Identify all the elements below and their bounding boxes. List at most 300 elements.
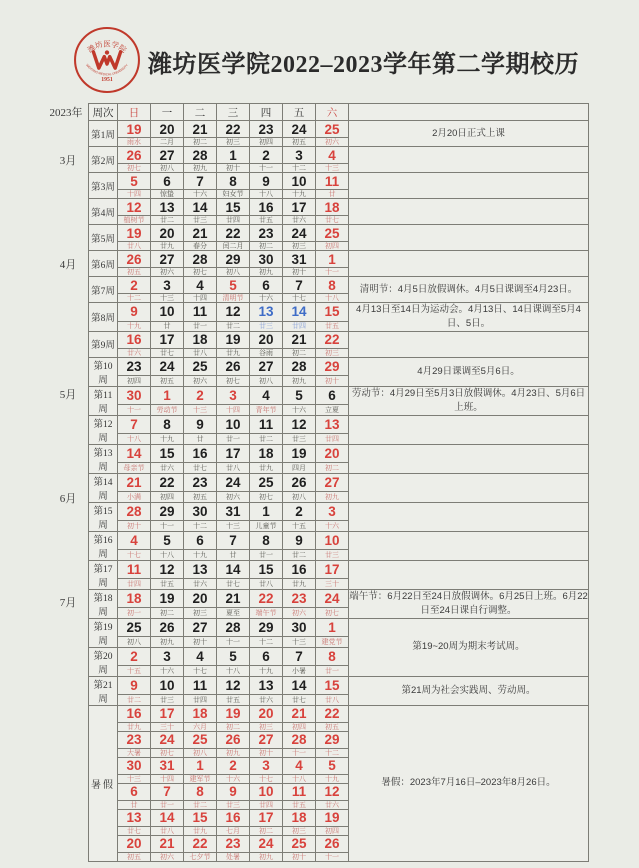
lunar-label: 廿九	[184, 826, 217, 835]
date-cell: 2	[118, 277, 151, 294]
note-cell	[349, 502, 589, 531]
note-cell: 第19~20周为期末考试周。	[349, 618, 589, 676]
lunar-label: 廿九	[250, 463, 283, 473]
date-cell: 5	[217, 277, 250, 294]
lunar-label: 廿六	[250, 695, 283, 705]
lunar-label: 廿五	[250, 216, 283, 225]
date-cell: 19	[217, 331, 250, 348]
date-cell: 25	[316, 225, 349, 242]
week-label: 第5周	[89, 225, 118, 251]
date-cell: 4	[184, 277, 217, 294]
lunar-label: 十一	[283, 748, 316, 757]
lunar-label: 十七	[283, 294, 316, 303]
date-cell: 27	[151, 147, 184, 164]
date-cell: 8	[316, 277, 349, 294]
lunar-label: 十九	[316, 774, 349, 783]
date-number-row	[89, 386, 589, 405]
lunar-label: 十八	[283, 774, 316, 783]
lunar-label: 廿四	[184, 695, 217, 705]
day-header-六: 六	[316, 104, 349, 121]
lunar-label: 廿四	[250, 800, 283, 809]
date-cell: 1	[316, 251, 349, 268]
notes-col-header	[349, 104, 589, 121]
date-cell: 18	[118, 589, 151, 608]
date-cell: 29	[316, 731, 349, 748]
date-cell: 8	[184, 783, 217, 800]
lunar-label: 二月	[151, 138, 184, 147]
date-cell: 26	[151, 618, 184, 637]
date-cell: 16	[118, 331, 151, 348]
date-cell: 7	[283, 647, 316, 666]
year-label: 2023年	[49, 107, 83, 119]
date-cell: 9	[217, 783, 250, 800]
lunar-label: 廿	[184, 434, 217, 444]
date-cell: 23	[250, 121, 283, 138]
note-cell: 4月13日至14日为运动会。4月13日、14日课调至5月4日、5日。	[349, 303, 589, 332]
date-number-row	[89, 502, 589, 521]
lunar-label: 初七	[316, 608, 349, 618]
date-cell: 10	[217, 415, 250, 434]
lunar-label: 儿童节	[250, 521, 283, 531]
date-cell: 23	[283, 589, 316, 608]
lunar-label: 三十	[316, 579, 349, 589]
date-cell: 24	[217, 473, 250, 492]
lunar-label: 廿六	[184, 579, 217, 589]
date-cell: 27	[151, 251, 184, 268]
date-number-row	[89, 705, 589, 722]
date-cell: 14	[283, 676, 316, 695]
lunar-label: 廿四	[118, 579, 151, 589]
date-cell: 18	[316, 199, 349, 216]
lunar-label: 母亲节	[118, 463, 151, 473]
lunar-label: 廿五	[283, 800, 316, 809]
lunar-label: 初九	[151, 637, 184, 647]
lunar-label: 十一	[250, 164, 283, 173]
date-cell: 15	[250, 560, 283, 579]
lunar-label: 廿七	[316, 216, 349, 225]
date-cell: 10	[151, 676, 184, 695]
lunar-label: 廿二	[217, 321, 250, 331]
date-cell: 20	[250, 331, 283, 348]
date-number-row	[89, 303, 589, 322]
date-cell: 10	[151, 303, 184, 322]
date-cell: 22	[217, 121, 250, 138]
note-cell	[349, 199, 589, 225]
date-cell: 3	[250, 757, 283, 774]
lunar-label: 廿四	[316, 434, 349, 444]
note-cell	[349, 147, 589, 173]
lunar-label: 初六	[217, 492, 250, 502]
lunar-label: 廿六	[151, 463, 184, 473]
lunar-label: 十二	[283, 164, 316, 173]
date-cell: 25	[184, 731, 217, 748]
lunar-label: 十三	[316, 164, 349, 173]
date-cell: 24	[283, 121, 316, 138]
lunar-label: 廿	[151, 321, 184, 331]
date-number-row	[89, 173, 589, 190]
date-cell: 22	[184, 835, 217, 852]
date-cell: 15	[217, 199, 250, 216]
lunar-label: 十一	[316, 852, 349, 861]
lunar-label: 初三	[283, 826, 316, 835]
lunar-label: 初九	[250, 852, 283, 861]
lunar-label: 夏至	[217, 608, 250, 618]
date-cell: 17	[283, 199, 316, 216]
lunar-label: 十一	[118, 405, 151, 415]
date-cell: 17	[250, 809, 283, 826]
week-label: 第15周	[89, 502, 118, 531]
date-cell: 25	[118, 618, 151, 637]
lunar-label: 廿九	[217, 348, 250, 357]
date-cell: 25	[316, 121, 349, 138]
week-label: 第1周	[89, 121, 118, 147]
lunar-label: 初七	[250, 492, 283, 502]
lunar-label: 初二	[151, 608, 184, 618]
note-cell	[349, 173, 589, 199]
date-cell: 13	[118, 809, 151, 826]
date-cell: 20	[250, 705, 283, 722]
date-cell: 12	[217, 676, 250, 695]
date-cell: 19	[283, 444, 316, 463]
date-cell: 12	[316, 783, 349, 800]
month-label-7月: 7月	[59, 597, 77, 609]
date-cell: 28	[184, 251, 217, 268]
date-cell: 24	[151, 357, 184, 376]
lunar-label: 廿六	[316, 800, 349, 809]
day-header-一: 一	[151, 104, 184, 121]
week-label: 第16周	[89, 531, 118, 560]
date-cell: 24	[250, 835, 283, 852]
month-label-5月: 5月	[59, 389, 77, 401]
date-cell: 19	[316, 809, 349, 826]
date-cell: 25	[250, 473, 283, 492]
lunar-label: 廿三	[250, 321, 283, 331]
date-cell: 1	[151, 386, 184, 405]
lunar-label: 十一	[217, 637, 250, 647]
date-cell: 12	[283, 415, 316, 434]
date-cell: 14	[118, 444, 151, 463]
lunar-label: 十二	[118, 294, 151, 303]
date-cell: 24	[151, 731, 184, 748]
date-number-row	[89, 589, 589, 608]
lunar-label: 初五	[118, 268, 151, 277]
lunar-label: 建军节	[184, 774, 217, 783]
lunar-label: 雨水	[118, 138, 151, 147]
date-cell: 11	[316, 173, 349, 190]
date-cell: 5	[283, 386, 316, 405]
date-cell: 2	[283, 502, 316, 521]
date-cell: 21	[217, 589, 250, 608]
date-cell: 15	[316, 676, 349, 695]
lunar-label: 六月	[184, 722, 217, 731]
university-seal-logo	[73, 26, 141, 94]
date-cell: 9	[250, 173, 283, 190]
date-cell: 17	[151, 331, 184, 348]
note-cell	[349, 331, 589, 357]
lunar-label: 廿三	[283, 434, 316, 444]
date-number-row	[89, 560, 589, 579]
lunar-label: 初六	[151, 268, 184, 277]
date-cell: 14	[184, 199, 217, 216]
lunar-label: 初二	[250, 242, 283, 251]
lunar-label: 十八	[217, 666, 250, 676]
lunar-label: 十八	[118, 434, 151, 444]
lunar-label: 十一	[316, 268, 349, 277]
date-cell: 6	[118, 783, 151, 800]
seal-year-text: 1951	[101, 77, 113, 84]
date-cell: 5	[151, 531, 184, 550]
lunar-label: 初四	[316, 242, 349, 251]
lunar-label: 十九	[118, 321, 151, 331]
date-cell: 17	[217, 444, 250, 463]
month-label-3月: 3月	[59, 155, 77, 167]
date-cell: 19	[217, 705, 250, 722]
lunar-label: 十四	[217, 405, 250, 415]
lunar-label: 初十	[250, 748, 283, 757]
date-cell: 2	[118, 647, 151, 666]
date-cell: 23	[184, 473, 217, 492]
note-cell	[349, 444, 589, 473]
date-cell: 26	[316, 835, 349, 852]
week-label: 第7周	[89, 277, 118, 303]
lunar-label: 青年节	[250, 405, 283, 415]
lunar-label: 初六	[151, 852, 184, 861]
lunar-label: 四月	[283, 463, 316, 473]
date-cell: 20	[151, 121, 184, 138]
date-cell: 20	[151, 225, 184, 242]
lunar-label: 初六	[184, 376, 217, 386]
lunar-label: 初十	[283, 852, 316, 861]
lunar-label: 廿八	[217, 463, 250, 473]
date-cell: 14	[151, 809, 184, 826]
lunar-label: 谷雨	[250, 348, 283, 357]
seal-emblem-dot-icon	[105, 50, 109, 54]
date-number-row	[89, 147, 589, 164]
date-cell: 13	[250, 303, 283, 322]
vacation-note-cell: 暑假：2023年7月16日–2023年8月26日。	[349, 705, 589, 861]
lunar-label: 廿四	[283, 321, 316, 331]
date-number-row	[89, 618, 589, 637]
lunar-label: 初十	[184, 637, 217, 647]
week-label: 第18周	[89, 589, 118, 618]
lunar-label: 十九	[250, 666, 283, 676]
date-cell: 6	[151, 173, 184, 190]
lunar-label: 十二	[184, 521, 217, 531]
date-cell: 15	[184, 809, 217, 826]
lunar-label: 十九	[151, 434, 184, 444]
lunar-label: 廿二	[283, 550, 316, 560]
date-cell: 11	[184, 676, 217, 695]
date-cell: 7	[151, 783, 184, 800]
lunar-label: 七夕节	[184, 852, 217, 861]
date-number-row	[89, 415, 589, 434]
date-cell: 12	[118, 199, 151, 216]
lunar-label: 初八	[118, 637, 151, 647]
date-number-row	[89, 331, 589, 348]
lunar-label: 廿七	[217, 579, 250, 589]
date-cell: 2	[217, 757, 250, 774]
lunar-label: 廿一	[250, 550, 283, 560]
lunar-label: 初九	[250, 268, 283, 277]
lunar-label: 初八	[250, 376, 283, 386]
lunar-label: 初五	[151, 376, 184, 386]
date-cell: 28	[283, 357, 316, 376]
date-cell: 9	[118, 676, 151, 695]
week-label: 第13周	[89, 444, 118, 473]
lunar-label: 初四	[250, 138, 283, 147]
date-cell: 30	[250, 251, 283, 268]
note-cell	[349, 560, 589, 589]
date-cell: 13	[250, 676, 283, 695]
lunar-label: 初二	[316, 463, 349, 473]
date-cell: 26	[283, 473, 316, 492]
date-number-row	[89, 473, 589, 492]
note-cell	[349, 531, 589, 560]
lunar-label: 清明节	[217, 294, 250, 303]
date-cell: 8	[151, 415, 184, 434]
lunar-label: 十六	[217, 774, 250, 783]
lunar-label: 十七	[250, 774, 283, 783]
lunar-label: 廿七	[151, 348, 184, 357]
date-cell: 3	[151, 647, 184, 666]
note-cell	[349, 251, 589, 277]
day-header-日: 日	[118, 104, 151, 121]
date-cell: 22	[250, 589, 283, 608]
date-cell: 3	[151, 277, 184, 294]
lunar-label: 十七	[184, 666, 217, 676]
date-cell: 14	[283, 303, 316, 322]
date-cell: 13	[316, 415, 349, 434]
date-cell: 2	[184, 386, 217, 405]
lunar-label: 廿一	[316, 666, 349, 676]
lunar-label: 初五	[316, 722, 349, 731]
lunar-label: 初七	[184, 268, 217, 277]
lunar-label: 廿九	[283, 579, 316, 589]
date-cell: 8	[217, 173, 250, 190]
date-cell: 28	[283, 731, 316, 748]
week-label: 第4周	[89, 199, 118, 225]
date-cell: 22	[217, 225, 250, 242]
date-cell: 31	[283, 251, 316, 268]
date-cell: 29	[217, 251, 250, 268]
date-cell: 25	[283, 835, 316, 852]
lunar-label: 初八	[283, 492, 316, 502]
week-label: 第9周	[89, 331, 118, 357]
lunar-label: 廿八	[151, 826, 184, 835]
lunar-label: 十四	[184, 294, 217, 303]
date-number-row	[89, 121, 589, 138]
lunar-label: 小满	[118, 492, 151, 502]
lunar-label: 十三	[184, 405, 217, 415]
week-label: 第2周	[89, 147, 118, 173]
date-cell: 23	[118, 731, 151, 748]
date-cell: 21	[184, 225, 217, 242]
date-number-row	[89, 531, 589, 550]
lunar-label: 初四	[118, 376, 151, 386]
lunar-label: 廿八	[118, 242, 151, 251]
lunar-label: 十三	[118, 774, 151, 783]
date-cell: 12	[151, 560, 184, 579]
date-cell: 16	[250, 199, 283, 216]
lunar-label: 初九	[217, 748, 250, 757]
lunar-label: 初六	[283, 608, 316, 618]
lunar-label: 立夏	[316, 405, 349, 415]
date-cell: 9	[184, 415, 217, 434]
date-cell: 8	[316, 647, 349, 666]
day-header-三: 三	[217, 104, 250, 121]
lunar-label: 十六	[184, 190, 217, 199]
lunar-label: 初四	[283, 722, 316, 731]
date-cell: 26	[217, 731, 250, 748]
date-cell: 1	[217, 147, 250, 164]
date-number-row	[89, 277, 589, 294]
date-cell: 3	[283, 147, 316, 164]
date-cell: 5	[316, 757, 349, 774]
date-cell: 16	[217, 809, 250, 826]
date-cell: 11	[184, 303, 217, 322]
vacation-label: 暑假	[89, 705, 118, 861]
seal-bottom-text: WEIFANG MEDICAL UNIVERSITY	[85, 63, 129, 77]
lunar-label: 廿五	[316, 321, 349, 331]
date-cell: 14	[217, 560, 250, 579]
lunar-label: 廿	[118, 800, 151, 809]
lunar-label: 廿六	[118, 348, 151, 357]
lunar-label: 三十	[151, 722, 184, 731]
lunar-label: 初二	[250, 826, 283, 835]
date-cell: 29	[250, 618, 283, 637]
week-col-header: 周次	[89, 104, 118, 121]
lunar-label: 十九	[283, 190, 316, 199]
lunar-label: 廿八	[316, 695, 349, 705]
date-cell: 9	[283, 531, 316, 550]
lunar-label: 初十	[283, 268, 316, 277]
date-cell: 26	[217, 357, 250, 376]
month-label-4月: 4月	[59, 259, 77, 271]
date-number-row	[89, 199, 589, 216]
lunar-label: 建党节	[316, 637, 349, 647]
lunar-label: 初十	[316, 376, 349, 386]
date-cell: 30	[118, 757, 151, 774]
date-cell: 21	[283, 331, 316, 348]
date-cell: 7	[217, 531, 250, 550]
note-cell: 清明节：4月5日放假调休。4月5日课调至4月23日。	[349, 277, 589, 303]
date-cell: 21	[151, 835, 184, 852]
lunar-label: 廿	[316, 190, 349, 199]
lunar-label: 十一	[151, 521, 184, 531]
lunar-label: 廿三	[184, 216, 217, 225]
lunar-label: 初九	[316, 492, 349, 502]
date-cell: 26	[118, 251, 151, 268]
lunar-label: 惊蛰	[151, 190, 184, 199]
date-cell: 17	[316, 560, 349, 579]
lunar-label: 十五	[118, 666, 151, 676]
date-cell: 11	[118, 560, 151, 579]
lunar-label: 闰二月	[217, 242, 250, 251]
lunar-label: 小暑	[283, 666, 316, 676]
date-cell: 23	[250, 225, 283, 242]
lunar-label: 初六	[316, 138, 349, 147]
lunar-label: 廿二	[118, 695, 151, 705]
date-cell: 18	[250, 444, 283, 463]
lunar-label: 初三	[250, 722, 283, 731]
date-cell: 6	[184, 531, 217, 550]
date-cell: 11	[283, 783, 316, 800]
date-cell: 3	[217, 386, 250, 405]
date-cell: 11	[250, 415, 283, 434]
date-cell: 21	[283, 705, 316, 722]
date-cell: 21	[184, 121, 217, 138]
date-cell: 10	[316, 531, 349, 550]
